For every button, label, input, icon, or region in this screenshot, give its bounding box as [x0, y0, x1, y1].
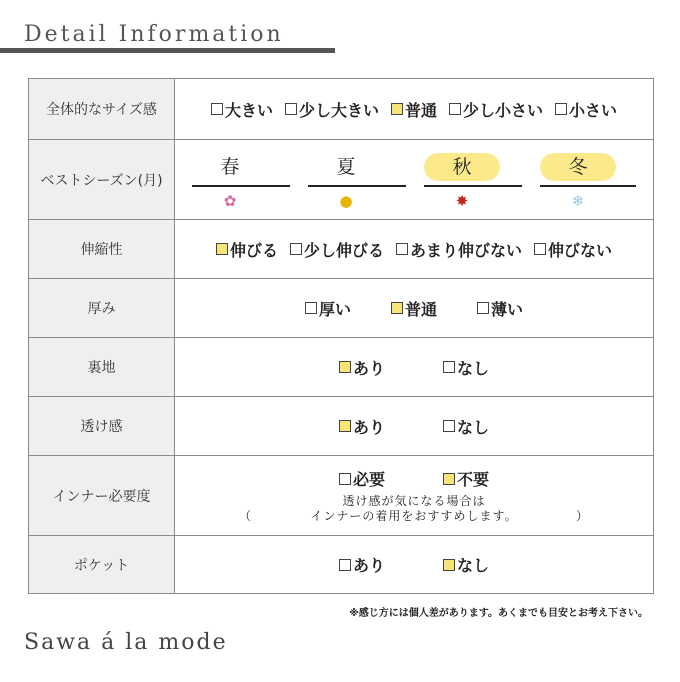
season-name: 冬: [540, 153, 616, 181]
option-label: あり: [352, 417, 385, 437]
option-label: 少し大きい: [298, 100, 379, 120]
option-item: [443, 356, 489, 379]
season-name: 夏: [336, 155, 356, 178]
note-close-paren: ）: [575, 509, 589, 523]
checked-box-icon: [391, 103, 403, 115]
row-label-thickness: 厚み: [29, 279, 175, 338]
option-item: [396, 238, 522, 261]
sheerness-options: [175, 415, 653, 438]
row-lining: [29, 338, 654, 397]
snowflake-icon: ❄: [571, 191, 585, 210]
option-label: なし: [457, 417, 490, 437]
unchecked-box-icon: [396, 243, 408, 255]
option-item: [339, 553, 385, 576]
note-open-paren: （: [239, 509, 253, 523]
option-item: [443, 415, 489, 438]
size-options: [175, 98, 653, 121]
option-item: [391, 98, 437, 121]
option-label: 必要: [352, 470, 385, 489]
option-label: 伸びる: [229, 240, 278, 260]
row-season: [29, 140, 654, 220]
thickness-options: [175, 297, 653, 320]
option-label: 薄い: [491, 299, 524, 319]
row-label-stretch: 伸縮性: [29, 220, 175, 279]
unchecked-box-icon: [477, 302, 489, 314]
row-label-size: 全体的なサイズ感: [29, 79, 175, 140]
row-label-inner: インナー必要度: [29, 456, 175, 536]
title-underline: [0, 48, 335, 53]
option-item: [339, 415, 385, 438]
option-label: 普通: [404, 299, 437, 319]
season-summer: [300, 153, 392, 181]
season-bar: [424, 185, 522, 187]
option-label: 少し小さい: [463, 100, 544, 120]
unchecked-box-icon: [449, 103, 461, 115]
option-item: [211, 98, 273, 121]
option-label: 少し伸びる: [303, 240, 384, 260]
option-item: [555, 98, 617, 121]
season-bar: [540, 185, 636, 187]
season-name: 春: [220, 155, 240, 178]
option-label: 普通: [404, 100, 437, 120]
inner-note: [175, 494, 653, 524]
option-item: [477, 297, 523, 320]
season-autumn: [416, 153, 508, 181]
option-label: 小さい: [569, 100, 618, 120]
option-item: [443, 467, 489, 490]
checked-box-icon: [216, 243, 228, 255]
unchecked-box-icon: [339, 473, 351, 485]
inner-options: [175, 467, 653, 490]
option-item: [534, 238, 612, 261]
row-label-pocket: ポケット: [29, 536, 175, 594]
inner-note-line2: インナーの着用をおすすめします。: [310, 509, 518, 523]
option-label: 不要: [457, 470, 490, 489]
option-label: あり: [352, 358, 385, 378]
row-inner: [29, 456, 654, 536]
sakura-icon: ✿: [223, 191, 237, 210]
detail-table: [28, 78, 654, 594]
unchecked-box-icon: [555, 103, 567, 115]
option-item: [290, 238, 384, 261]
option-item: [285, 98, 379, 121]
option-label: 伸びない: [548, 240, 613, 260]
row-label-lining: 裏地: [29, 338, 175, 397]
unchecked-box-icon: [285, 103, 297, 115]
checked-box-icon: [339, 420, 351, 432]
unchecked-box-icon: [443, 361, 455, 373]
row-label-sheerness: 透け感: [29, 397, 175, 456]
unchecked-box-icon: [534, 243, 546, 255]
row-stretch: [29, 220, 654, 279]
sunflower-icon: ●: [339, 191, 353, 210]
checked-box-icon: [391, 302, 403, 314]
row-size: [29, 79, 654, 140]
option-label: あまり伸びない: [410, 240, 523, 260]
pocket-options: [175, 553, 653, 576]
option-label: あり: [352, 556, 385, 575]
season-bar: [192, 185, 290, 187]
unchecked-box-icon: [443, 420, 455, 432]
option-label: 厚い: [318, 299, 351, 319]
row-label-season: ベストシーズン(月): [29, 140, 175, 220]
option-item: [339, 467, 385, 490]
row-pocket: [29, 536, 654, 594]
option-label: なし: [457, 556, 490, 575]
option-item: [391, 297, 437, 320]
stretch-options: [175, 238, 653, 261]
checked-box-icon: [443, 559, 455, 571]
option-item: [305, 297, 351, 320]
unchecked-box-icon: [290, 243, 302, 255]
season-winter: [532, 153, 624, 181]
season-bar: [308, 185, 406, 187]
option-item: [449, 98, 543, 121]
option-item: [339, 356, 385, 379]
inner-note-line1: 透け感が気になる場合は: [342, 494, 486, 508]
option-item: [216, 238, 278, 261]
brand-logo-text: Sawa á la mode: [24, 630, 228, 655]
lining-options: [175, 356, 653, 379]
season-name: 秋: [424, 153, 500, 181]
season-spring: [184, 153, 276, 181]
unchecked-box-icon: [211, 103, 223, 115]
option-label: なし: [457, 358, 490, 378]
unchecked-box-icon: [305, 302, 317, 314]
checked-box-icon: [443, 473, 455, 485]
option-label: 大きい: [224, 100, 273, 120]
unchecked-box-icon: [339, 559, 351, 571]
row-thickness: [29, 279, 654, 338]
season-scale: [184, 149, 644, 211]
checked-box-icon: [339, 361, 351, 373]
row-sheerness: [29, 397, 654, 456]
disclaimer-note: ※感じ方には個人差があります。あくまでも目安とお考え下さい。: [349, 608, 648, 619]
page-title: Detail Information: [24, 22, 284, 47]
maple-leaf-icon: ✸: [455, 191, 469, 210]
option-item: [443, 553, 489, 576]
